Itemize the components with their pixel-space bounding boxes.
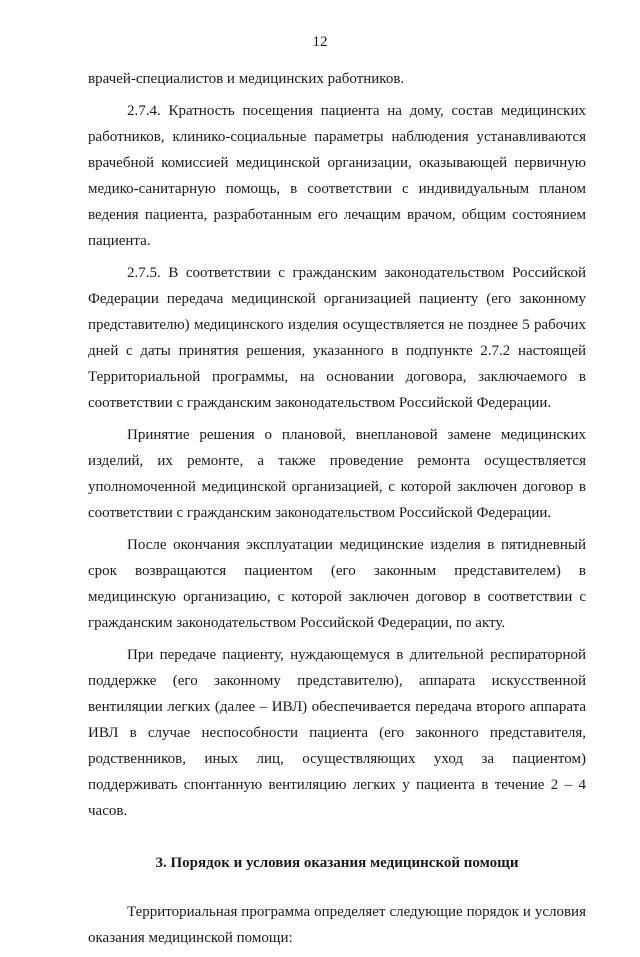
paragraph-replacement-decision: Принятие решения о плановой, внеплановой замене медицинских изделий, их ремонте, а также проведение ремонта осуществляется уполномоченной медицинской организацией, с которой заключен договор в соответствии с гражданским законодательством Российской Федерации. [88,427,586,521]
paragraph-ventilator-transfer: При передаче пациенту, нуждающемуся в длительной респираторной поддержке (его законному представителю), аппарата искусственной вентиляции легких (далее – ИВЛ) обеспечивается передача второго аппарата ИВЛ в случае неспособности пациента (его законного представителя, родственников, иных лиц, осуществляющих уход за пациентом) поддерживать спонтанную вентиляцию легких у пациента в течение 2 – 4 часов. [88,647,586,819]
section-heading: 3. Порядок и условия оказания медицинской помощи [155,855,519,871]
paragraph-2-7-4: 2.7.4. Кратность посещения пациента на дому, состав медицинских работников, клинико-социальные параметры наблюдения устанавливаются врачебной комиссией медицинской организации, оказывающей первичную медико-санитарную помощь, в соответствии с индивидуальным планом ведения пациента, разработанным его лечащим врачом, общим состоянием пациента. [88,103,586,249]
section-intro-paragraph: Территориальная программа определяет следующие порядок и условия оказания медицинской помощи: [88,904,586,946]
paragraph-2-7-5: 2.7.5. В соответствии с гражданским законодательством Российской Федерации передача медицинской организацией пациенту (его законному представителю) медицинского изделия осуществляется не позднее 5 рабочих дней с даты принятия решения, указанного в подпункте 2.7.2 настоящей Территориальной программы, на основании договора, заключаемого в соответствии с гражданским законодательством Российской Федерации. [88,265,586,411]
document-body [88,66,586,957]
paragraph-device-return: После окончания эксплуатации медицинские изделия в пятидневный срок возвращаются пациентом (его законным представителем) в медицинскую организацию, с которой заключен договор в соответствии с гражданским законодательством Российской Федерации, по акту. [88,537,586,631]
paragraph-continuation: врачей-специалистов и медицинских работников. [88,71,405,87]
page-number: 12 [312,34,328,50]
